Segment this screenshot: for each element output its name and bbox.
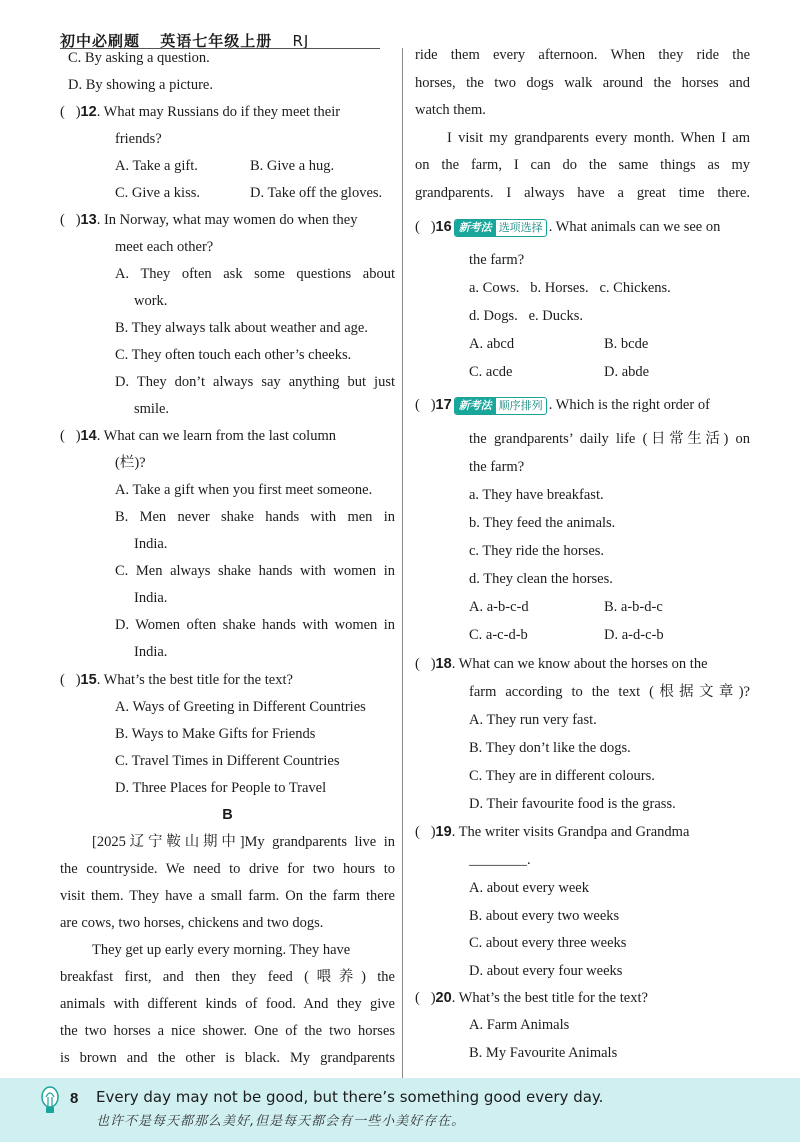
- question-text: . What can we know about the horses on the: [451, 656, 708, 672]
- footer-quote-zh: 也许不是每天都那么美好,但是每天都会有一些小美好存在。: [96, 1114, 466, 1129]
- answer-paren: ( ): [60, 104, 81, 120]
- new-exam-method-badge: [454, 219, 547, 237]
- text-line: the grandparents’ daily life (日常生活) on: [469, 431, 750, 447]
- text-line: grandparents. I always have a great time there.: [415, 185, 750, 201]
- text-line: visit them. They have a small farm. On the farm there: [60, 888, 395, 904]
- option-b: B. Give a hug.: [250, 158, 335, 174]
- page-footer: [0, 1078, 800, 1142]
- answer-paren: ( ): [60, 428, 81, 444]
- option-row: [115, 157, 335, 175]
- option-a: A. Take a gift.: [115, 158, 198, 174]
- text-line: farm according to the text (根据文章)?: [469, 684, 750, 700]
- text-line: are cows, two horses, chickens and two dogs.: [60, 915, 324, 931]
- text-line: C. Travel Times in Different Countries: [115, 753, 340, 769]
- option-row: [115, 184, 383, 202]
- option-row: [469, 335, 649, 353]
- text-line: They get up early every morning. They have: [92, 942, 351, 958]
- text-line: ride them every afternoon. When they ride the: [415, 47, 750, 63]
- answer-paren: ( ): [415, 397, 436, 413]
- question-text: . What can we learn from the last column: [96, 428, 336, 444]
- text-line: C. Men always shake hands with women in: [115, 563, 395, 579]
- option-b: D. abde: [604, 364, 650, 380]
- text-line: a. Cows. b. Horses. c. Chickens.: [469, 280, 671, 296]
- question-text: . What’s the best title for the text?: [96, 672, 293, 688]
- question-number: 18: [435, 656, 452, 672]
- badge-label: 新考法: [455, 398, 496, 414]
- option-row: [469, 626, 664, 644]
- page-number: 8: [70, 1090, 79, 1107]
- question-text: . In Norway, what may women do when they: [96, 212, 358, 228]
- option-a: A. a-b-c-d: [469, 599, 529, 615]
- text-line: A. Take a gift when you first meet someone.: [115, 482, 373, 498]
- question-text: . What animals can we see on: [548, 219, 721, 235]
- text-line: smile.: [134, 401, 170, 417]
- text-line: the farm?: [469, 252, 525, 268]
- option-row: [469, 598, 663, 616]
- text-line: B. They don’t like the dogs.: [469, 740, 631, 756]
- question-line: [60, 427, 336, 445]
- question-text: . What’s the best title for the text?: [451, 990, 648, 1006]
- edition-label: RJ: [292, 32, 310, 50]
- text-line: d. They clean the horses.: [469, 571, 613, 587]
- option-row: [469, 363, 650, 381]
- badge-type: 选项选择: [498, 220, 543, 234]
- option-b: B. bcde: [604, 336, 649, 352]
- text-line: D. Women often shake hands with women in: [115, 617, 395, 633]
- text-line: I visit my grandparents every month. When I am: [447, 130, 750, 146]
- text-line: B. They always talk about weather and age.: [115, 320, 368, 336]
- question-line: [415, 989, 648, 1007]
- text-line: friends?: [115, 131, 162, 147]
- text-line: A. Farm Animals: [469, 1017, 570, 1033]
- answer-paren: ( ): [415, 990, 436, 1006]
- text-line: watch them.: [415, 102, 486, 118]
- text-line: A. about every week: [469, 880, 589, 896]
- text-line: India.: [134, 590, 168, 606]
- text-line: C. about every three weeks: [469, 935, 627, 951]
- answer-paren: ( ): [415, 219, 436, 235]
- text-line: D. Three Places for People to Travel: [115, 780, 327, 796]
- badge-type: 顺序排列: [498, 398, 543, 412]
- badge-label: 新考法: [455, 220, 496, 236]
- question-line: [415, 823, 689, 841]
- text-line: breakfast first, and then they feed (喂养) the: [60, 969, 395, 985]
- question-line: [415, 218, 720, 237]
- question-line: [415, 655, 708, 673]
- text-line: the two horses a nice shower. One of the two horses: [60, 1023, 395, 1039]
- answer-paren: ( ): [415, 656, 436, 672]
- text-line: b. They feed the animals.: [469, 515, 616, 531]
- question-number: 19: [435, 824, 452, 840]
- text-line: B. Men never shake hands with men in: [115, 509, 395, 525]
- option-a: A. abcd: [469, 336, 515, 352]
- book-title: 初中必刷题: [60, 32, 141, 50]
- question-line: [60, 671, 293, 689]
- question-number: 20: [435, 990, 452, 1006]
- column-divider: [402, 48, 403, 1078]
- option-a: C. Give a kiss.: [115, 185, 200, 201]
- text-line: C. By asking a question.: [68, 50, 210, 66]
- text-line: meet each other?: [115, 239, 214, 255]
- question-number: 12: [80, 104, 97, 120]
- answer-paren: ( ): [60, 672, 81, 688]
- text-line: B. My Favourite Animals: [469, 1045, 618, 1061]
- text-line: ________.: [469, 852, 531, 868]
- question-number: 17: [435, 397, 452, 413]
- text-line: D. They don’t always say anything but just: [115, 374, 395, 390]
- question-number: 15: [80, 672, 97, 688]
- text-line: India.: [134, 644, 168, 660]
- text-line: C. They often touch each other’s cheeks.: [115, 347, 352, 363]
- text-line: the farm?: [469, 459, 525, 475]
- footer-quote-en: Every day may not be good, but there’s something good every day.: [96, 1088, 604, 1106]
- text-line: [2025辽宁鞍山期中]My grandparents live in: [92, 834, 395, 850]
- text-line: d. Dogs. e. Ducks.: [469, 308, 583, 324]
- question-number: 14: [80, 428, 97, 444]
- answer-paren: ( ): [415, 824, 436, 840]
- text-line: India.: [134, 536, 168, 552]
- question-number: 13: [80, 212, 97, 228]
- option-b: D. Take off the gloves.: [250, 185, 383, 201]
- text-line: B. Ways to Make Gifts for Friends: [115, 726, 316, 742]
- text-line: c. They ride the horses.: [469, 543, 605, 559]
- text-line: animals with different kinds of food. And they give: [60, 996, 395, 1012]
- text-line: B. about every two weeks: [469, 908, 620, 924]
- option-b: D. a-d-c-b: [604, 627, 664, 643]
- question-line: [60, 103, 340, 121]
- text-line: D. about every four weeks: [469, 963, 623, 979]
- text-line: on the farm, I can do the same things as my: [415, 157, 750, 173]
- text-line: (栏)?: [115, 455, 146, 471]
- lightbulb-icon: [40, 1086, 60, 1116]
- text-line: the countryside. We need to drive for two hours to: [60, 861, 395, 877]
- question-number: 16: [435, 219, 452, 235]
- text-line: D. By showing a picture.: [68, 77, 213, 93]
- option-a: C. a-c-d-b: [469, 627, 528, 643]
- question-text: . What may Russians do if they meet their: [96, 104, 341, 120]
- new-exam-method-badge: [454, 397, 547, 415]
- text-line: is brown and the other is black. My grandparents: [60, 1050, 395, 1066]
- text-line: horses, the two dogs walk around the horses and: [415, 75, 750, 91]
- option-b: B. a-b-d-c: [604, 599, 663, 615]
- question-line: [415, 396, 710, 415]
- question-text: . The writer visits Grandpa and Grandma: [451, 824, 690, 840]
- subject-title: 英语七年级上册: [160, 32, 273, 50]
- question-text: . Which is the right order of: [548, 397, 710, 413]
- text-line: A. They run very fast.: [469, 712, 597, 728]
- text-line: work.: [134, 293, 168, 309]
- section-heading: B: [222, 807, 233, 823]
- answer-paren: ( ): [60, 212, 81, 228]
- text-line: A. Ways of Greeting in Different Countries: [115, 699, 366, 715]
- question-line: [60, 211, 358, 229]
- option-a: C. acde: [469, 364, 513, 380]
- text-line: C. They are in different colours.: [469, 768, 655, 784]
- text-line: D. Their favourite food is the grass.: [469, 796, 676, 812]
- text-line: A. They often ask some questions about: [115, 266, 395, 282]
- text-line: a. They have breakfast.: [469, 487, 604, 503]
